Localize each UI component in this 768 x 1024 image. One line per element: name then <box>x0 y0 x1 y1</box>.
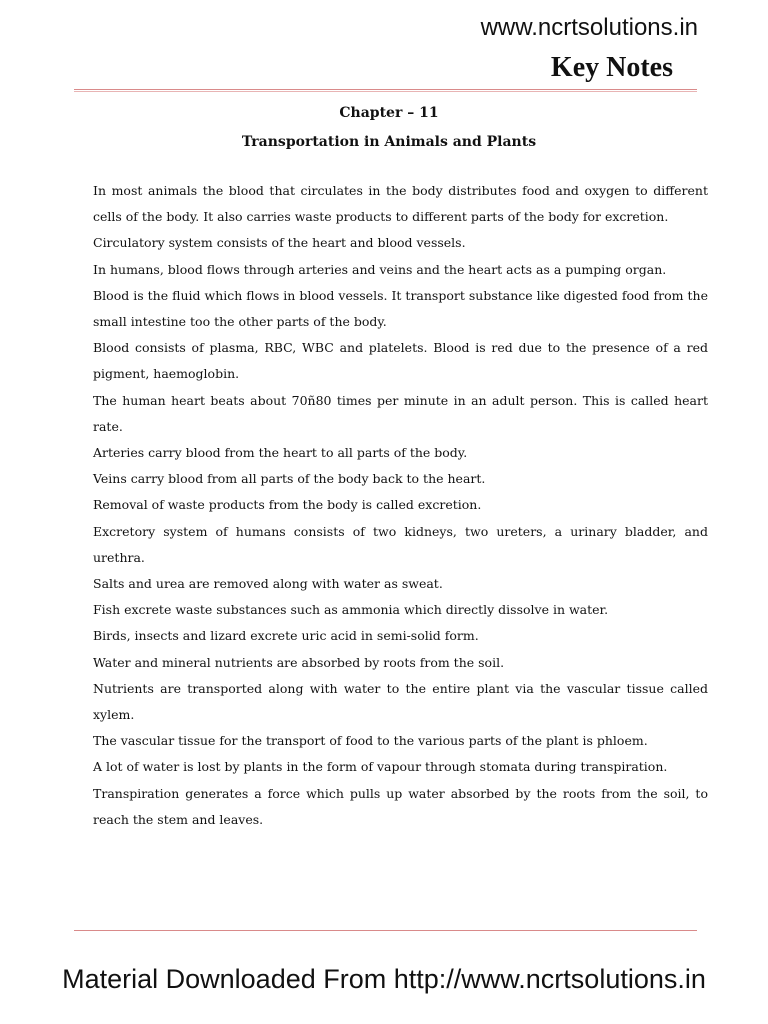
chapter-number: Chapter – 11 <box>339 105 439 121</box>
note-item: Blood is the fluid which flows in blood vessels. It transport substance like digested food from the small intestine too the other parts of the body. <box>93 287 708 330</box>
footer-download-notice: Material Downloaded From http://www.ncrtsolutions.in <box>62 964 706 994</box>
note-item: Salts and urea are removed along with water as sweat. <box>93 576 443 592</box>
note-item: Water and mineral nutrients are absorbed by roots from the soil. <box>93 654 505 670</box>
note-item: The vascular tissue for the transport of food to the various parts of the plant is phloem. <box>93 733 648 749</box>
note-item: The human heart beats about 70ñ80 times per minute in an adult person. This is called heart rate. <box>93 392 708 434</box>
note-item: Nutrients are transported along with water to the entire plant via the vascular tissue called xylem. <box>93 680 708 723</box>
note-item: In humans, blood flows through arteries and veins and the heart acts as a pumping organ. <box>93 261 667 277</box>
header-divider <box>74 89 697 92</box>
notes-list <box>93 178 708 833</box>
note-item: Excretory system of humans consists of two kidneys, two ureters, a urinary bladder, and urethra. <box>93 523 708 565</box>
note-item: A lot of water is lost by plants in the form of vapour through stomata during transpiration. <box>93 759 668 775</box>
note-item: Arteries carry blood from the heart to all parts of the body. <box>93 445 468 461</box>
note-item: Blood consists of plasma, RBC, WBC and platelets. Blood is red due to the presence of a red pigment, haemoglobin. <box>93 340 708 382</box>
site-url: www.ncrtsolutions.in <box>480 14 698 41</box>
note-item: Fish excrete waste substances such as ammonia which directly dissolve in water. <box>93 602 609 618</box>
note-item: Transpiration generates a force which pulls up water absorbed by the roots from the soil, to reach the stem and leaves. <box>93 785 708 827</box>
note-item: In most animals the blood that circulates in the body distributes food and oxygen to different cells of the body. It also carries waste products to different parts of the body for excretion. <box>93 183 708 225</box>
key-notes-heading: Key Notes <box>550 52 673 83</box>
footer-divider <box>74 930 697 931</box>
note-item: Removal of waste products from the body is called excretion. <box>93 497 482 513</box>
chapter-title: Transportation in Animals and Plants <box>241 134 537 150</box>
note-item: Birds, insects and lizard excrete uric acid in semi-solid form. <box>93 628 479 644</box>
note-item: Veins carry blood from all parts of the body back to the heart. <box>93 471 486 487</box>
note-item: Circulatory system consists of the heart and blood vessels. <box>93 235 466 251</box>
